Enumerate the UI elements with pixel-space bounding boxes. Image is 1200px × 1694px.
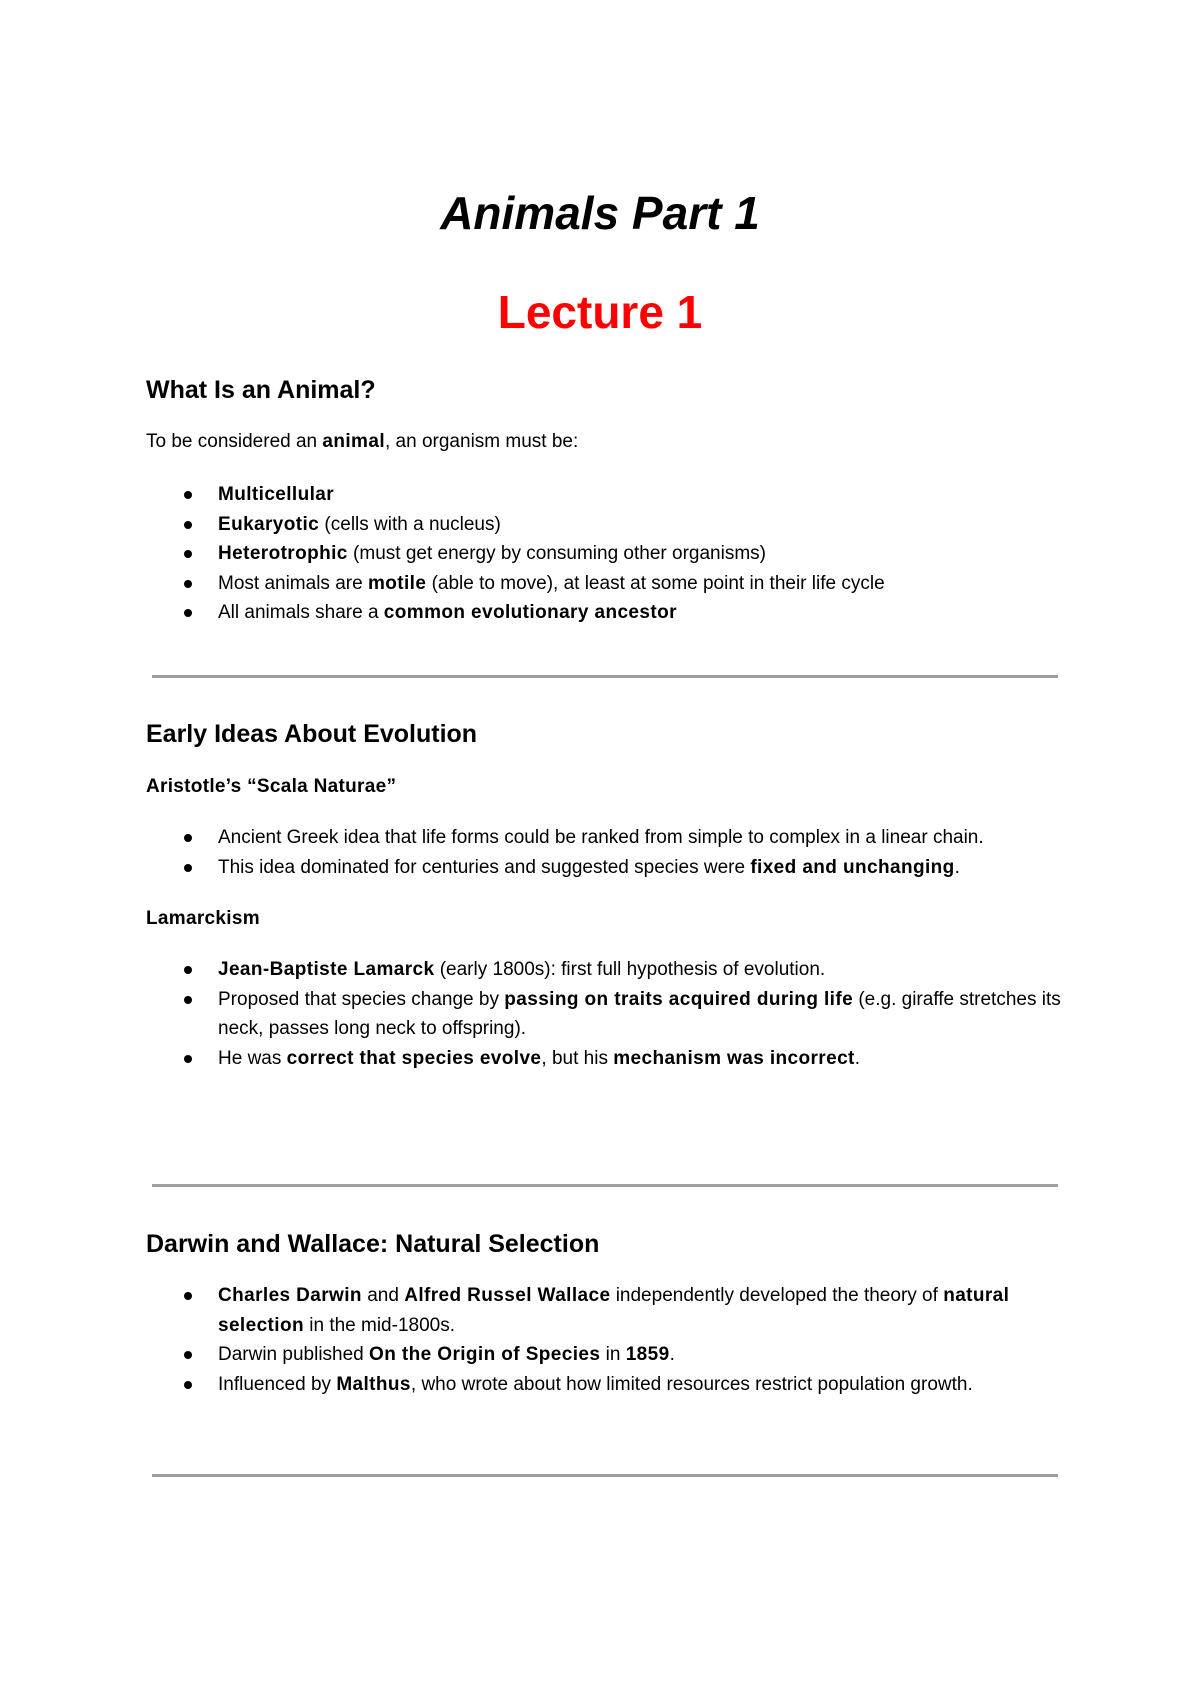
list-item: Most animals are motile (able to move), at least at some point in their life cycle	[146, 569, 1061, 599]
bullet-icon	[184, 834, 192, 842]
document-title: Animals Part 1	[440, 187, 760, 239]
list-item: Ancient Greek idea that life forms could be ranked from simple to complex in a linear chain.	[146, 823, 1061, 853]
bullet-icon	[184, 1055, 192, 1063]
lecture-title: Lecture 1	[497, 286, 703, 338]
lamarckism-list	[146, 955, 1061, 1073]
bullet-icon	[184, 996, 192, 1004]
bullet-icon	[184, 1292, 192, 1300]
section-heading: What Is an Animal?	[146, 376, 376, 404]
bullet-icon	[184, 966, 192, 974]
list-item: He was correct that species evolve, but his mechanism was incorrect.	[146, 1044, 1061, 1074]
bullet-icon	[184, 580, 192, 588]
aristotle-list	[146, 823, 1061, 882]
section-early-ideas	[146, 719, 1061, 1073]
section-what-is-animal	[146, 375, 1061, 628]
list-item: Multicellular	[146, 480, 1061, 510]
bullet-icon	[184, 491, 192, 499]
list-item: This idea dominated for centuries and suggested species were fixed and unchanging.	[146, 853, 1061, 883]
bullet-icon	[184, 550, 192, 558]
section-divider	[152, 1184, 1058, 1187]
bullet-icon	[184, 1351, 192, 1359]
section-divider	[152, 675, 1058, 678]
intro-paragraph: To be considered an animal, an organism must be:	[146, 431, 579, 452]
bullet-icon	[184, 521, 192, 529]
bullet-icon	[184, 1381, 192, 1389]
list-item: Charles Darwin and Alfred Russel Wallace independently developed the theory of natural selection in the mid-1800s.	[146, 1281, 1061, 1340]
list-item: All animals share a common evolutionary ancestor	[146, 598, 1061, 628]
section-darwin-wallace	[146, 1229, 1061, 1399]
subheading-aristotle: Aristotle’s “Scala Naturae”	[146, 776, 397, 797]
section-divider	[152, 1474, 1058, 1477]
list-item: Heterotrophic (must get energy by consuming other organisms)	[146, 539, 1061, 569]
section-heading: Darwin and Wallace: Natural Selection	[146, 1230, 600, 1258]
bullet-icon	[184, 609, 192, 617]
list-item: Darwin published On the Origin of Species in 1859.	[146, 1340, 1061, 1370]
list-item: Influenced by Malthus, who wrote about how limited resources restrict population growth.	[146, 1370, 1061, 1400]
animal-criteria-list	[146, 480, 1061, 628]
list-item: Eukaryotic (cells with a nucleus)	[146, 510, 1061, 540]
list-item: Jean-Baptiste Lamarck (early 1800s): first full hypothesis of evolution.	[146, 955, 1061, 985]
list-item: Proposed that species change by passing on traits acquired during life (e.g. giraffe stretches its neck, passes long neck to offspring).	[146, 985, 1061, 1044]
darwin-wallace-list	[146, 1281, 1061, 1399]
bullet-icon	[184, 864, 192, 872]
subheading-lamarckism: Lamarckism	[146, 908, 260, 929]
section-heading: Early Ideas About Evolution	[146, 720, 478, 748]
